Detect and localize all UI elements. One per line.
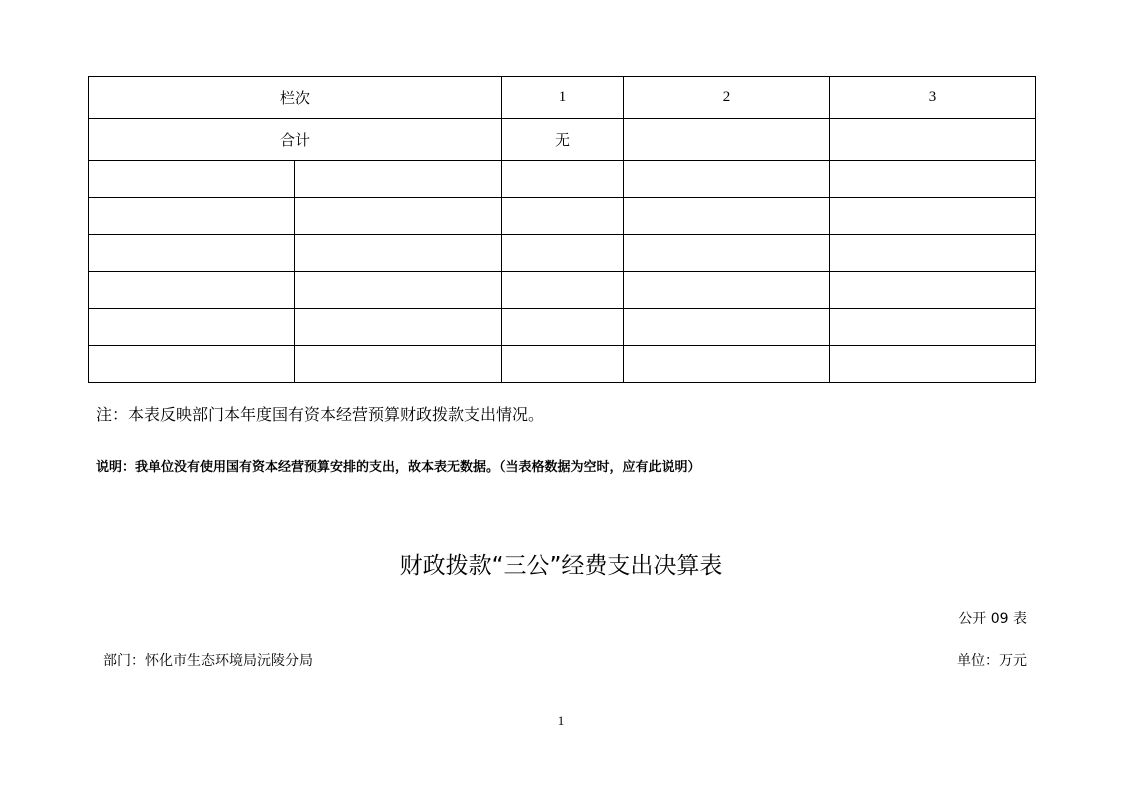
table-cell [502,161,624,198]
page-number: 1 [557,713,565,728]
table-cell [295,235,502,272]
column-1-header: 1 [502,77,624,119]
explanation-text: 说明：我单位没有使用国有资本经营预算安排的支出，故本表无数据。（当表格数据为空时，应有此说明） [96,460,701,475]
table-note: 注：本表反映部门本年度国有资本经营预算财政拨款支出情况。 [96,405,545,424]
table-cell [830,198,1036,235]
column-3-header: 3 [830,77,1036,119]
total-col-2 [624,119,830,161]
table-cell [502,235,624,272]
table-total-row [89,119,1036,161]
table-row [89,309,1036,346]
table-cell [295,161,502,198]
table-row [89,346,1036,383]
table-cell [624,272,830,309]
table-row [89,272,1036,309]
table-cell [89,309,295,346]
table-cell [502,198,624,235]
table-cell [502,272,624,309]
total-col-3 [830,119,1036,161]
table-cell [295,272,502,309]
total-col-1: 无 [502,119,624,161]
table-cell [624,161,830,198]
budget-table [88,76,1036,383]
table-cell [624,346,830,383]
table-cell [295,198,502,235]
table-header-row [89,77,1036,119]
table-cell [830,309,1036,346]
table-row [89,161,1036,198]
table-cell [830,235,1036,272]
department-label: 部门：怀化市生态环境局沅陵分局 [103,653,313,669]
table-cell [89,198,295,235]
column-2-header: 2 [624,77,830,119]
table-cell [89,346,295,383]
table-cell [830,346,1036,383]
table-cell [502,346,624,383]
table-cell [830,161,1036,198]
table-row [89,235,1036,272]
table-cell [89,272,295,309]
total-label: 合计 [89,119,502,161]
table-row [89,198,1036,235]
column-label-header: 栏次 [89,77,502,119]
table-cell [89,161,295,198]
table-cell [624,309,830,346]
table-cell [624,235,830,272]
page-title: 财政拨款“三公”经费支出决算表 [399,553,723,579]
table-cell [624,198,830,235]
table-cell [295,309,502,346]
table-cell [89,235,295,272]
table-cell [830,272,1036,309]
form-number: 公开 09 表 [958,611,1027,627]
table-cell [295,346,502,383]
table-cell [502,309,624,346]
unit-label: 单位：万元 [957,653,1027,669]
